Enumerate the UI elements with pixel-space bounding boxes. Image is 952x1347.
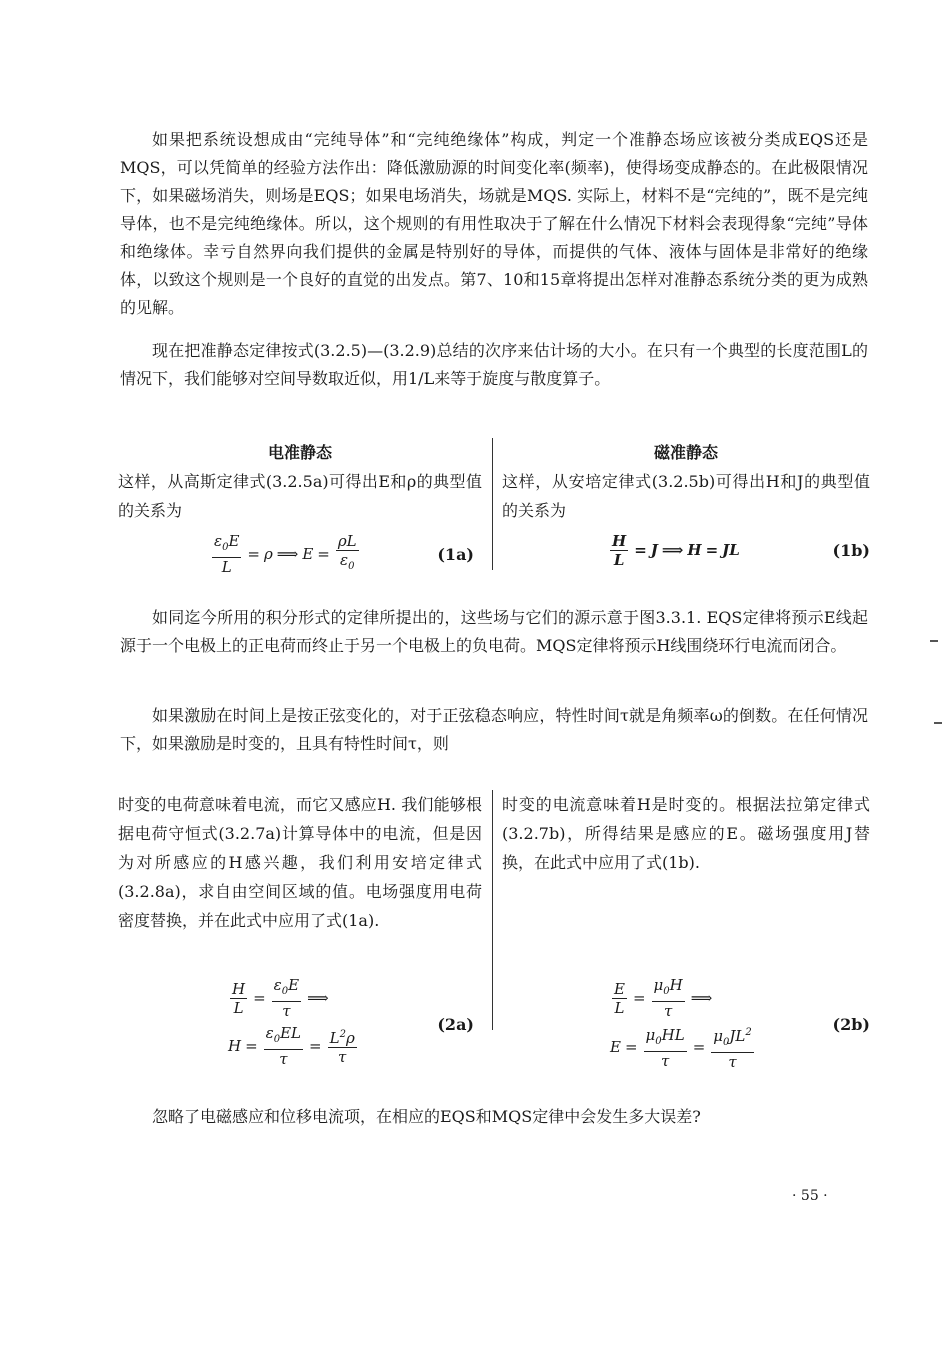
quasistatic-comparison-section <box>118 438 870 576</box>
paragraph-classification: 如果把系统设想成由“完纯导体”和“完纯绝缘体”构成，判定一个准静态场应该被分类成EQS还是MQS，可以凭简单的经验方法作出：降低激励源的时间变化率(频率)，使得场变成静态的。在此极限情况下，如果磁场消失，则场是EQS；如果电场消失，场就是MQS. 实际上，材料不是“完纯的”，既不是完纯导体，也不是完纯绝缘体。所以，这个规则的有用性取决于了解在什么情况下材料会表现得象“完纯”导体和绝缘体。幸亏自然界向我们提供的金属是特别好的导体，而提供的气体、液体与固体是非常好的绝缘体，以致这个规则是一个良好的直觉的出发点。第7、10和15章将提出怎样对准静态系统分类的更为成熟的见解。 <box>120 130 868 317</box>
equation-2a: $\frac{H}{L}$ = $\frac{\varepsilon_0E}{\tau}$ ⟹ H = $\frac{\varepsilon_0EL}{\tau}$ = $\frac{L^2\rho}{\tau}$ (2a) <box>228 976 474 1068</box>
eqs-column <box>118 438 482 576</box>
equation-1a: $\frac{\varepsilon_0E}{L}$ = ρ ⟹ E = $\frac{\rho L}{\varepsilon_0}$ (1a) <box>214 532 474 576</box>
eqs-time-column <box>118 790 482 1068</box>
time-varying-section <box>118 790 870 1071</box>
margin-mark <box>934 722 942 724</box>
equation-2b: $\frac{E}{L}$ = $\frac{\mu_0H}{\tau}$ ⟹ E = $\frac{\mu_0HL}{\tau}$ = $\frac{\mu_0JL^2}{\tau}$ (2b) <box>610 976 870 1071</box>
mqs-text: 这样，从安培定律式(3.2.5b)可得出H和J的典型值的关系为 <box>502 472 870 520</box>
paragraph-estimation: 现在把准静态定律按式(3.2.5)—(3.2.9)总结的次序来估计场的大小。在只有一个典型的长度范围L的情况下，我们能够对空间导数取近似，用1/L来等于旋度与散度算子。 <box>120 341 868 388</box>
equation-1b: $\frac{H}{L}$ = J ⟹ H = JL (1b) <box>612 532 870 569</box>
paragraph-characteristic-time: 如果激励在时间上是按正弦变化的，对于正弦稳态响应，特性时间τ就是角频率ω的倒数。在任何情况下，如果激励是时变的，且具有特性时间τ，则 <box>120 706 868 753</box>
mqs-time-column <box>502 790 870 1071</box>
eqs-heading: 电准静态 <box>267 443 332 462</box>
mqs-time-text: 时变的电流意味着H是时变的。根据法拉第定律式(3.2.7b)，所得结果是感应的E。磁场强度用J替换，在此式中应用了式(1b). <box>502 795 870 872</box>
eqs-time-text: 时变的电荷意味着电流，而它又感应H. 我们能够根据电荷守恒式(3.2.7a)计算导体中的电流，但是因为对所感应的H感兴趣，我们利用安培定律式(3.2.8a)，求自由空间区域的值。电场强度用电荷密度替换，并在此式中应用了式(1a). <box>118 795 482 930</box>
equation-2b-label: (2b) <box>832 1015 870 1034</box>
page-number: · 55 · <box>792 1188 828 1204</box>
margin-mark <box>930 640 938 642</box>
paragraph-error-question: 忽略了电磁感应和位移电流项，在相应的EQS和MQS定律中会发生多大误差? <box>152 1107 701 1126</box>
mqs-column <box>502 438 870 569</box>
eqs-text: 这样，从高斯定律式(3.2.5a)可得出E和ρ的典型值的关系为 <box>118 472 482 520</box>
equation-1a-label: (1a) <box>437 544 474 564</box>
paragraph-field-sources: 如同迄今所用的积分形式的定律所提出的，这些场与它们的源示意于图3.3.1. EQS定律将预示E线起源于一个电极上的正电荷而终止于另一个电极上的负电荷。MQS定律将预示H线围绕环行电流而闭合。 <box>120 608 868 655</box>
equation-2a-label: (2a) <box>437 1015 474 1034</box>
equation-1b-label: (1b) <box>832 541 870 560</box>
column-divider <box>492 438 493 570</box>
column-divider-2 <box>492 790 493 1030</box>
mqs-heading: 磁准静态 <box>653 443 718 462</box>
